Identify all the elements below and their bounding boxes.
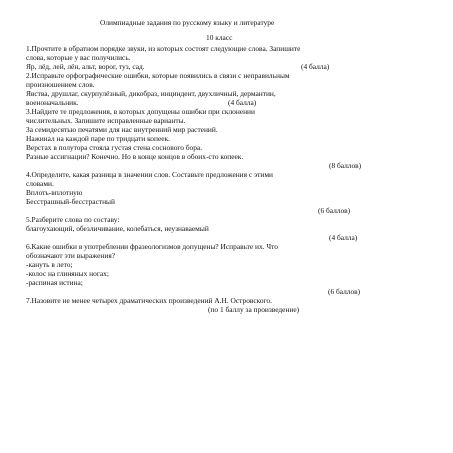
task-4-pair-2: Бесстрашный-бесстрастный [26, 197, 115, 206]
task-2-points: (4 балла) [228, 98, 257, 107]
task-4-line-2: словами. [26, 179, 54, 188]
task-7-line-1: 7.Назовите не менее четырех драматических произведений А.Н. Островского. [26, 296, 272, 305]
task-2-words-2: военоначальник. [26, 98, 79, 107]
task-3-sentence-2: Нажинал на каждой паре по тридцати копеек. [26, 134, 170, 143]
task-1-points: (4 балла) [301, 62, 330, 71]
task-2-line-2: произношением слов. [26, 80, 95, 89]
task-3-line-2: числительных. Запишите исправленные варианты. [26, 116, 186, 125]
grade-label: 10 класс [206, 33, 233, 42]
task-7-points: (по 1 баллу за произведение) [208, 305, 300, 314]
task-3-sentence-1: За семидесятью печатями для нас внутренний мир растений. [26, 125, 218, 134]
task-5-points: (4 балла) [329, 233, 358, 242]
document-title: Олимпиадные задания по русскому языку и литературе [100, 18, 275, 27]
task-6-phrase-3: -распиная истина; [26, 278, 83, 287]
task-3-line-1: 3.Найдите те предложения, в которых допущены ошибки при склонении [26, 107, 255, 116]
task-1-words: Яр, лёд, лей, лён, альт, ворог, туз, сад. [26, 62, 145, 71]
task-2-line-1: 2.Исправьте орфографические ошибки, которые появились в связи с неправильным [26, 71, 290, 80]
task-1-line-1: 1.Прочтите в обратном порядке звуки, из которых состоят следующие слова. Запишите [26, 44, 301, 53]
task-6-points: (6 баллов) [328, 287, 361, 296]
task-5-words: благоухающий, обезличивание, колебаться, неузнаваемый [26, 224, 209, 233]
task-1-line-2: слова, которые у вас получились. [26, 53, 131, 62]
task-6-line-2: обозначают эти выражения? [26, 251, 116, 260]
task-6-phrase-2: -колос на глиняных ногах; [26, 269, 109, 278]
task-4-line-1: 4.Определите, какая разница в значении слов. Составьте предложения с этими [26, 170, 273, 179]
task-6-phrase-1: -кануть в лето; [26, 260, 73, 269]
task-2-words-1: Явства, друшлаг, скурпулёзный, дикобраз, инциндент, двухличный, дермантин, [26, 89, 276, 98]
task-6-line-1: 6.Какие ошибки в употреблении фразеологизмов допущены? Исправьте их. Что [26, 242, 279, 251]
task-3-sentence-3: Верстах в полутора стояла густая стена соснового бора. [26, 143, 203, 152]
task-3-sentence-4: Разные ассигнации? Конечно. Но в конце концов в обоих-сто копеек. [26, 152, 244, 161]
task-5-line-1: 5.Разберите слова по составу: [26, 215, 120, 224]
task-3-points: (8 баллов) [329, 161, 362, 170]
task-4-points: (6 баллов) [318, 206, 351, 215]
task-4-pair-1: Вплоть-вплотную [26, 188, 83, 197]
